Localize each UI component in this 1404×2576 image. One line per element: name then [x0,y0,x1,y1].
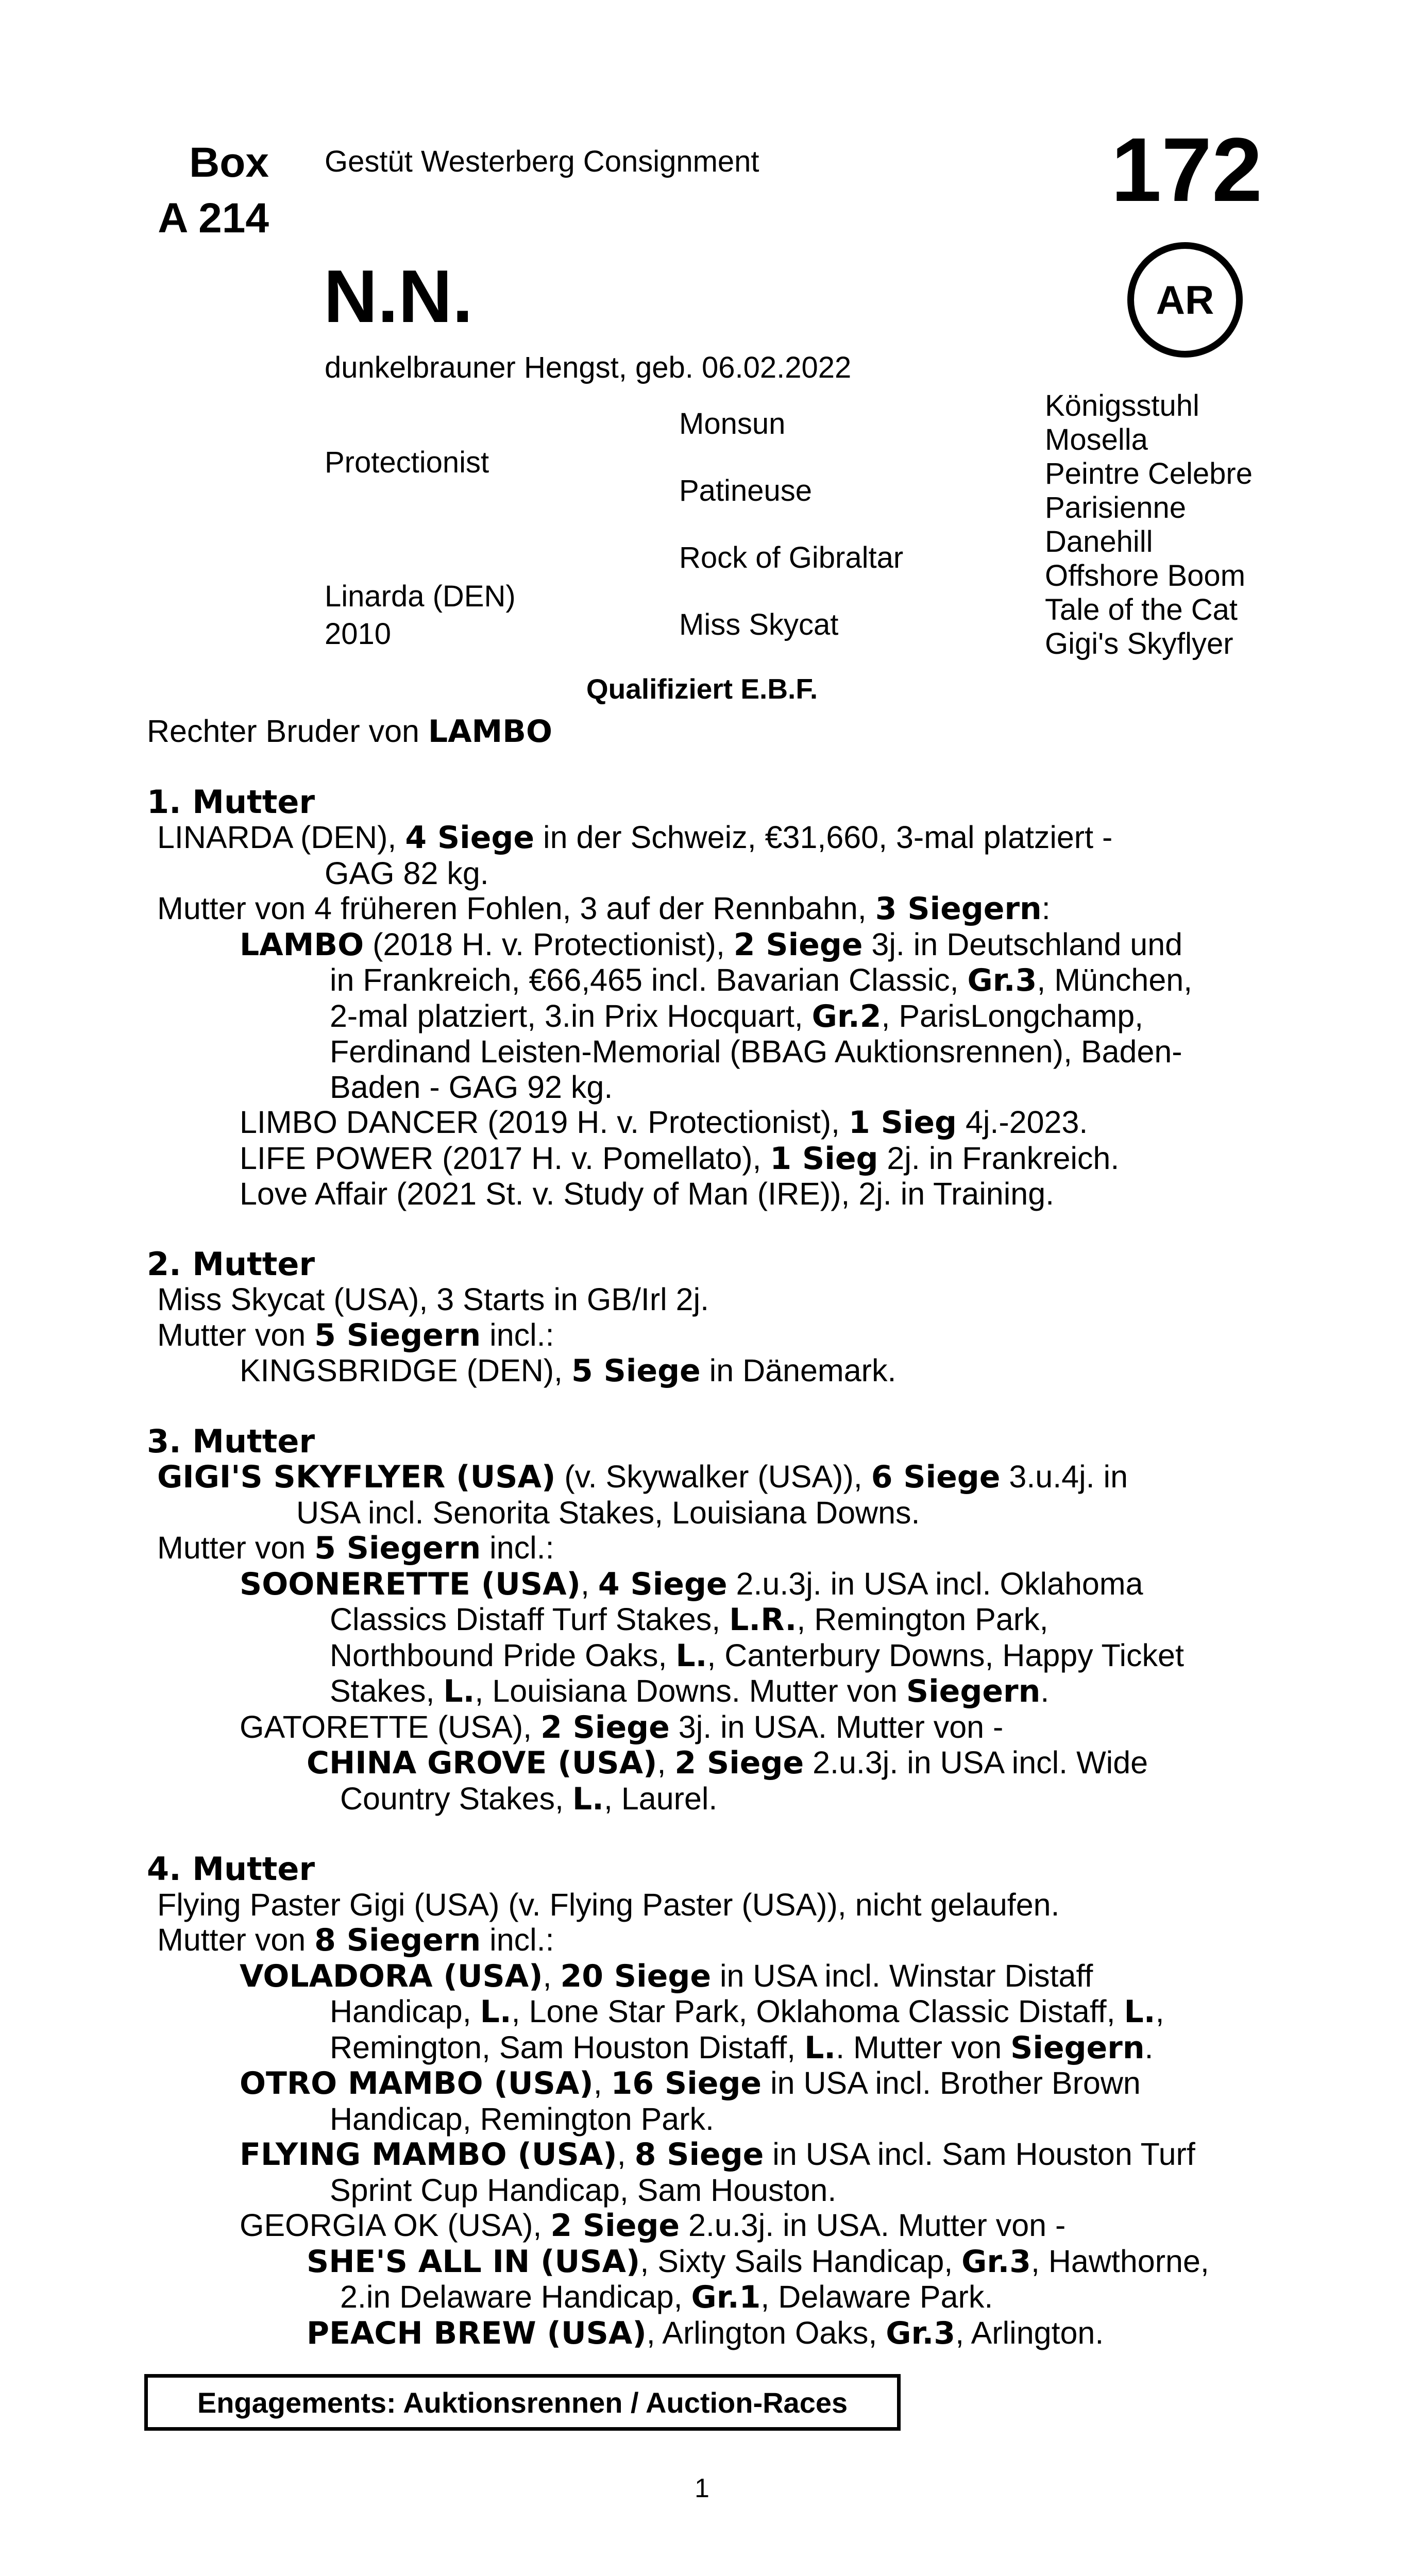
page-number: 1 [695,2473,709,2503]
offspring-flying-mambo: FLYING MAMBO (USA), 8 Siege in USA incl. Sam Houston Turf Sprint Cup Handicap, Sam Houston. [240,2137,1195,2208]
offspring-kingsbridge: KINGSBRIDGE (DEN), 5 Siege in Dänemark. [240,1353,896,1389]
offspring-lambo: LAMBO (2018 H. v. Protectionist), 2 Siege 3j. in Deutschland und in Frankreich, €66,465 incl. Bavarian Classic, Gr.3, München, 2-mal platziert, 3.in Prix Hocquart, Gr.2, ParisLongchamp, Ferdinand Leisten-Memorial (BBAG Auktionsrennen), Baden- Baden - GAG 92 kg. [240,926,1193,1105]
horse-name: N.N. [324,255,473,338]
fourth-dam-record: Flying Paster Gigi (USA) (v. Flying Paster (USA)), nicht gelaufen. [157,1887,1060,1922]
horse-description: dunkelbrauner Hengst, geb. 06.02.2022 [325,351,852,384]
great-grandparent: Königsstuhl [1045,389,1199,422]
box-label [158,135,269,246]
second-dam-produce-summary: Mutter von 5 Siegern incl.: [157,1317,554,1353]
catalogue-body [147,714,1267,2351]
great-grandparent: Danehill [1045,525,1153,558]
sibling-prefix: Rechter Bruder von [147,714,428,749]
offspring-georgia-ok: GEORGIA OK (USA), 2 Siege 2.u.3j. in USA. Mutter von - [240,2208,1066,2244]
qualification-note: Qualifiziert E.B.F. [586,673,818,705]
fourth-dam-heading: 4. Mutter [147,1850,315,1888]
great-grandparent: Tale of the Cat [1045,593,1238,626]
sire: Protectionist [325,446,489,479]
ar-badge-text: AR [1156,277,1214,323]
offspring-gatorette: GATORETTE (USA), 2 Siege 3j. in USA. Mutter von - [240,1709,1004,1745]
grandoffspring-shes-all-in: SHE'S ALL IN (USA), Sixty Sails Handicap, Gr.3, Hawthorne, 2.in Delaware Handicap, Gr.1, Delaware Park. [307,2243,1209,2315]
dam-year: 2010 [325,617,392,651]
box-word: Box [189,139,269,186]
grandparent: Rock of Gibraltar [679,541,904,574]
offspring-otro-mambo: OTRO MAMBO (USA), 16 Siege in USA incl. Brother Brown Handicap, Remington Park. [240,2065,1141,2137]
second-dam-heading: 2. Mutter [147,1245,315,1283]
great-grandparent: Offshore Boom [1045,559,1246,592]
lot-number: 172 [1111,120,1262,221]
engagements-box [144,2374,901,2431]
offspring-life-power: LIFE POWER (2017 H. v. Pomellato), 1 Sieg 2j. in Frankreich. [240,1140,1120,1177]
sibling-line [147,714,1267,750]
third-dam-record: GIGI'S SKYFLYER (USA) (v. Skywalker (USA)), 6 Siege 3.u.4j. in USA incl. Senorita Stakes, Louisiana Downs. [157,1459,1128,1530]
second-dam-record: Miss Skycat (USA), 3 Starts in GB/Irl 2j. [157,1282,709,1317]
grandoffspring-peach-brew: PEACH BREW (USA), Arlington Oaks, Gr.3, Arlington. [307,2315,1104,2351]
offspring-limbo-dancer: LIMBO DANCER (2019 H. v. Protectionist), 1 Sieg 4j.-2023. [240,1105,1088,1141]
box-number: A 214 [158,195,269,242]
offspring-soonerette: SOONERETTE (USA), 4 Siege 2.u.3j. in USA incl. Oklahoma Classics Distaff Turf Stakes, L.R., Remington Park, Northbound Pride Oaks, L., Canterbury Downs, Happy Ticket Stakes, L., Louisiana Downs. Mutter von Siegern. [240,1566,1184,1709]
engagements-text: Engagements: Auktionsrennen / Auction-Races [197,2386,848,2419]
offspring-love-affair: Love Affair (2021 St. v. Study of Man (IRE)), 2j. in Training. [240,1176,1055,1211]
fourth-dam-produce-summary: Mutter von 8 Siegern incl.: [157,1922,554,1958]
dam: Linarda (DEN) [325,580,516,613]
great-grandparent: Mosella [1045,423,1148,456]
offspring-voladora: VOLADORA (USA), 20 Siege in USA incl. Winstar Distaff Handicap, L., Lone Star Park, Oklahoma Classic Distaff, L., Remington, Sam Houston Distaff, L.. Mutter von Siegern. [240,1958,1164,2066]
ar-badge [1127,242,1243,358]
great-grandparent: Parisienne [1045,491,1187,524]
great-grandparent: Peintre Celebre [1045,457,1253,490]
first-dam-heading: 1. Mutter [147,783,315,821]
grandoffspring-china-grove: CHINA GROVE (USA), 2 Siege 2.u.3j. in USA incl. Wide Country Stakes, L., Laurel. [307,1745,1148,1817]
third-dam-heading: 3. Mutter [147,1422,315,1460]
first-dam-produce-summary: Mutter von 4 früheren Fohlen, 3 auf der Rennbahn, 3 Siegern: [157,891,1051,927]
consignor: Gestüt Westerberg Consignment [325,145,759,178]
third-dam-produce-summary: Mutter von 5 Siegern incl.: [157,1530,554,1566]
first-dam-record-cont: GAG 82 kg. [325,855,489,891]
first-dam-record: LINARDA (DEN), 4 Siege in der Schweiz, €31,660, 3-mal platziert - [157,820,1113,856]
great-grandparent: Gigi's Skyflyer [1045,627,1233,660]
grandparent: Monsun [679,407,786,440]
grandparent: Miss Skycat [679,608,839,641]
sibling-name: LAMBO [428,714,552,750]
grandparent: Patineuse [679,474,812,507]
